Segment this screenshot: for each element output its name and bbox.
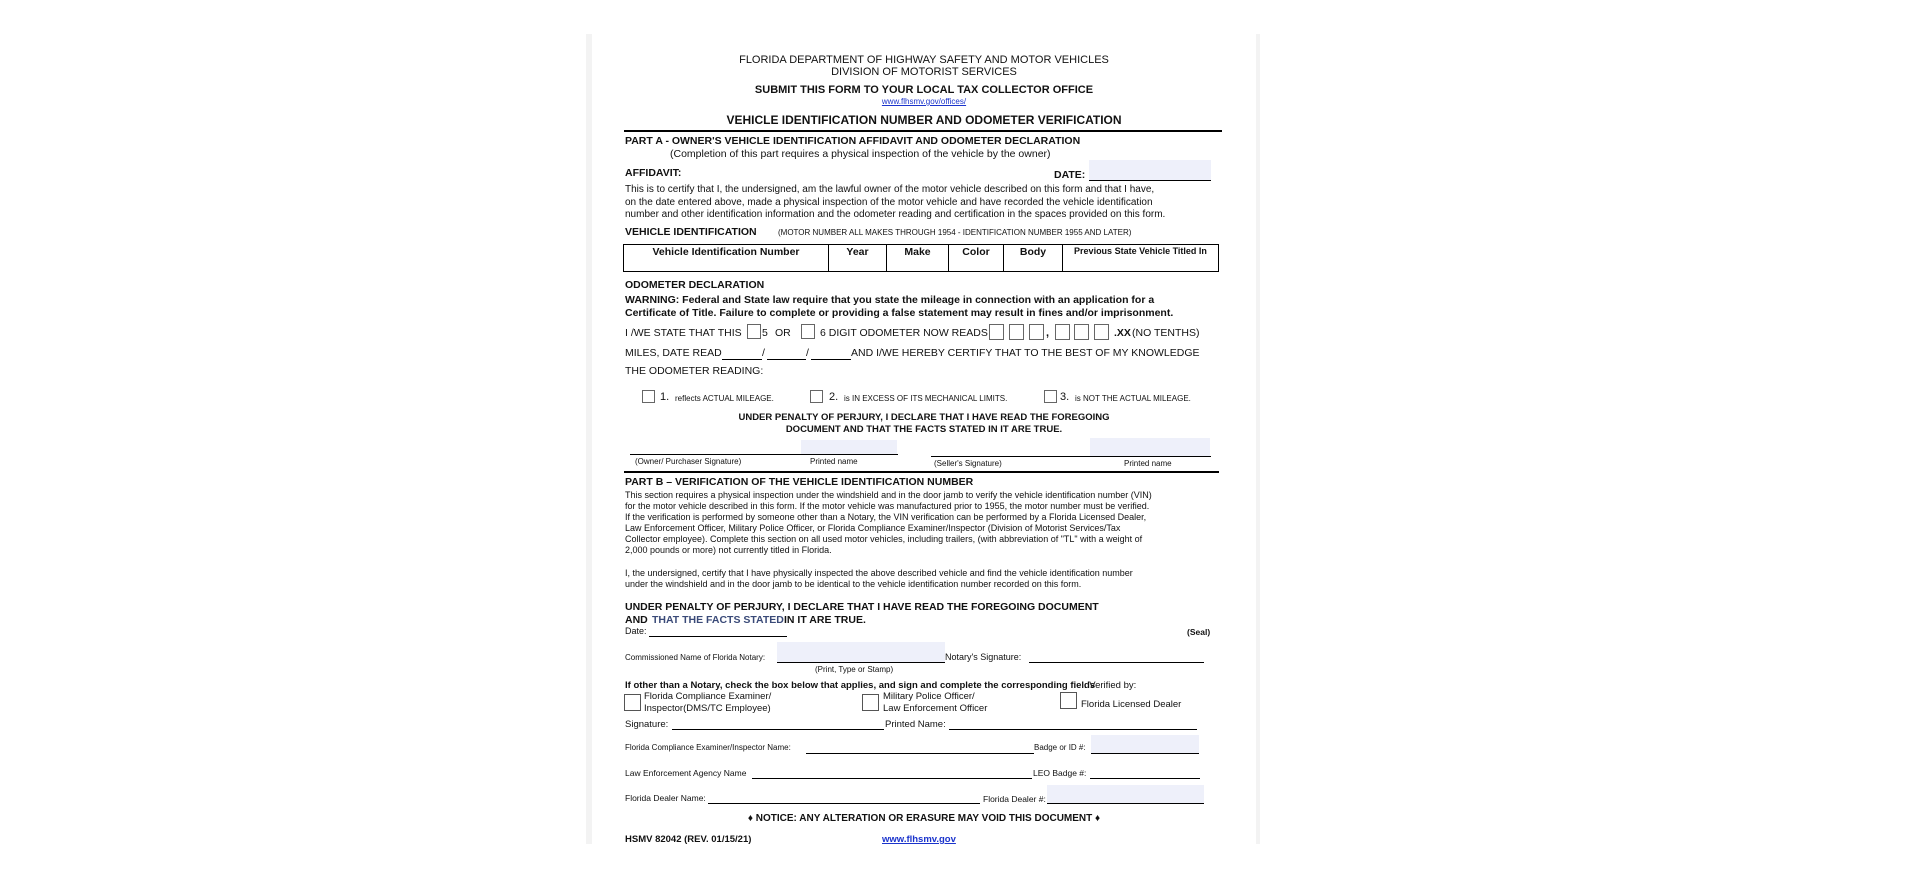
affidavit-text-2: on the date entered above, made a physical inspection of the motor vehicle and have recorded the vehicle identification xyxy=(625,196,1153,208)
date-slash-1: / xyxy=(762,347,765,359)
tenths-xx: .XX xyxy=(1114,327,1131,339)
owner-printed-label: Printed name xyxy=(810,457,858,466)
vin-header: Vehicle Identification Number xyxy=(652,246,800,258)
part-b-para2-1: I, the undersigned, certify that I have physically inspected the above described vehicle and find the vehicle identification number xyxy=(625,568,1133,578)
odometer-comma: , xyxy=(1046,327,1050,339)
no-tenths: (NO TENTHS) xyxy=(1132,327,1200,339)
prev-state-header: Previous State Vehicle Titled In xyxy=(1074,246,1207,256)
form-number: HSMV 82042 (REV. 01/15/21) xyxy=(625,834,752,844)
six-digit-label: 6 DIGIT ODOMETER NOW READS xyxy=(820,327,988,339)
other-than-notary: If other than a Notary, check the box below that applies, and sign and complete the corresponding fields xyxy=(625,680,1096,691)
warning-line-2: Certificate of Title. Failure to complete or providing a false statement may result in fines and/or imprisonment. xyxy=(625,307,1174,319)
prev-state-cell[interactable] xyxy=(1063,245,1219,272)
badge-id-field[interactable] xyxy=(1091,735,1199,753)
examiner-label-1: Florida Compliance Examiner/ xyxy=(644,691,772,702)
dealer-name-field[interactable] xyxy=(708,803,980,804)
affidavit-text-1: This is to certify that I, the undersigned, am the lawful owner of the motor vehicle described on this form and that I have, xyxy=(625,184,1155,195)
military-label-2: Law Enforcement Officer xyxy=(883,703,988,714)
odometer-digit-1[interactable] xyxy=(989,324,1004,340)
option-2-text: is IN EXCESS OF ITS MECHANICAL LIMITS. xyxy=(844,394,1008,403)
year-header: Year xyxy=(846,246,869,258)
dealer-label: Florida Licensed Dealer xyxy=(1081,699,1182,710)
option-2-num: 2. xyxy=(829,391,839,403)
examiner-label-2: Inspector(DMS/TC Employee) xyxy=(644,703,771,714)
military-police-checkbox[interactable] xyxy=(862,694,879,711)
date-slash-2: / xyxy=(806,347,809,359)
vehicle-id-note: (MOTOR NUMBER ALL MAKES THROUGH 1954 - IDENTIFICATION NUMBER 1955 AND LATER) xyxy=(778,228,1132,237)
dealer-number-label: Florida Dealer #: xyxy=(983,794,1046,804)
title-rule xyxy=(624,130,1222,132)
date-month-field[interactable] xyxy=(722,359,762,360)
dealer-number-field[interactable] xyxy=(1047,785,1204,803)
option-1-text: reflects ACTUAL MILEAGE. xyxy=(675,394,774,403)
notary-signature-label: Notary's Signature: xyxy=(945,652,1022,662)
state-prefix: I /WE STATE THAT THIS xyxy=(625,327,742,339)
perjury-b-line-1: UNDER PENALTY OF PERJURY, I DECLARE THAT I HAVE READ THE FOREGOING DOCUMENT xyxy=(625,601,1099,613)
part-b-heading: PART B – VERIFICATION OF THE VEHICLE IDENTIFICATION NUMBER xyxy=(625,476,974,488)
vin-cell[interactable] xyxy=(624,245,829,272)
part-a-heading: PART A - OWNER'S VEHICLE IDENTIFICATION AFFIDAVIT AND ODOMETER DECLARATION xyxy=(625,135,1081,147)
owner-signature-line[interactable] xyxy=(630,454,898,455)
part-b-para1-3: If the verification is performed by someone other than a Notary, the VIN verification can be performed by a Florida Licensed Dealer, xyxy=(625,512,1147,522)
perjury-a-line-1: UNDER PENALTY OF PERJURY, I DECLARE THAT I HAVE READ THE FOREGOING xyxy=(738,412,1110,423)
warning-line-1: WARNING: Federal and State law require that you state the mileage in connection with an application for a xyxy=(625,294,1155,306)
agency-name: FLORIDA DEPARTMENT OF HIGHWAY SAFETY AND MOTOR VEHICLES xyxy=(739,54,1109,66)
dealer-name-label: Florida Dealer Name: xyxy=(625,793,706,803)
badge-id-label: Badge or ID #: xyxy=(1034,743,1086,752)
date-year-field[interactable] xyxy=(811,359,851,360)
option-3-num: 3. xyxy=(1060,391,1070,403)
vehicle-id-label: VEHICLE IDENTIFICATION xyxy=(625,226,757,238)
odometer-digit-3[interactable] xyxy=(1029,324,1044,340)
affidavit-label: AFFIDAVIT: xyxy=(625,167,682,179)
perjury-b-and: AND xyxy=(625,614,648,626)
military-label-1: Military Police Officer/ xyxy=(883,691,975,702)
seller-signature-line[interactable] xyxy=(931,456,1211,457)
printed-name-label: Printed Name: xyxy=(885,719,946,730)
date-day-field[interactable] xyxy=(767,359,806,360)
perjury-b-true: IN IT ARE TRUE. xyxy=(784,614,866,626)
six-digit-checkbox[interactable] xyxy=(801,324,815,339)
print-type-note: (Print, Type or Stamp) xyxy=(815,665,894,674)
date-underline xyxy=(1089,180,1211,181)
notary-date-label: Date: xyxy=(625,626,647,636)
option-2-checkbox[interactable] xyxy=(810,390,823,403)
examiner-name-field[interactable] xyxy=(806,753,1034,754)
odometer-digit-4[interactable] xyxy=(1055,324,1070,340)
miles-date-label: MILES, DATE READ xyxy=(625,347,722,359)
part-a-subheading: (Completion of this part requires a physical inspection of the vehicle by the owner) xyxy=(670,148,1051,160)
odometer-digit-5[interactable] xyxy=(1074,324,1089,340)
option-1-checkbox[interactable] xyxy=(642,390,655,403)
part-b-para1-6: 2,000 pounds or more) not currently titled in Florida. xyxy=(625,545,832,555)
part-b-para1-4: Law Enforcement Officer, Military Police Officer, or Florida Compliance Examiner/Inspector (Division of Motorist Services/Tax xyxy=(625,523,1121,533)
odometer-digit-6[interactable] xyxy=(1094,324,1109,340)
owner-signature-label: (Owner/ Purchaser Signature) xyxy=(635,457,742,466)
part-divider-rule xyxy=(624,471,1219,473)
part-b-para1-2: for the motor vehicle described in this form. If the motor vehicle was manufactured prior to 1955, the motor number must be verified. xyxy=(625,501,1150,511)
certify-text: AND I/WE HEREBY CERTIFY THAT TO THE BEST OF MY KNOWLEDGE xyxy=(851,347,1200,359)
option-3-text: is NOT THE ACTUAL MILEAGE. xyxy=(1075,394,1191,403)
offices-link[interactable]: www.flhsmv.gov/offices/ xyxy=(881,97,967,106)
notary-name-label: Commissioned Name of Florida Notary: xyxy=(625,653,766,662)
owner-printed-name-field[interactable] xyxy=(801,440,897,454)
part-b-para1-1: This section requires a physical inspection under the windshield and in the door jamb to verify the vehicle identification number (VIN) xyxy=(625,490,1152,500)
notary-name-field[interactable] xyxy=(777,642,945,662)
form-page xyxy=(592,34,1256,844)
badge-id-underline xyxy=(1091,753,1199,754)
dealer-number-underline xyxy=(1047,803,1204,804)
year-cell[interactable] xyxy=(829,245,887,272)
form-title: VEHICLE IDENTIFICATION NUMBER AND ODOMETER VERIFICATION xyxy=(726,113,1122,127)
color-cell[interactable] xyxy=(949,245,1004,272)
footer-link[interactable]: www.flhsmv.gov xyxy=(882,834,956,844)
division-name: DIVISION OF MOTORIST SERVICES xyxy=(831,66,1017,78)
affidavit-text-3: number and other identification information and the odometer reading and certification in the spaces provided on this form. xyxy=(625,209,1166,220)
examiner-name-label: Florida Compliance Examiner/Inspector Name: xyxy=(625,743,791,752)
odometer-digit-2[interactable] xyxy=(1009,324,1024,340)
submit-instruction: SUBMIT THIS FORM TO YOUR LOCAL TAX COLLECTOR OFFICE xyxy=(754,84,1094,96)
date-label: DATE: xyxy=(1054,169,1086,181)
make-cell[interactable] xyxy=(887,245,949,272)
option-3-checkbox[interactable] xyxy=(1044,390,1057,403)
dealer-checkbox[interactable] xyxy=(1060,692,1077,709)
vehicle-id-table xyxy=(623,244,1219,272)
body-header: Body xyxy=(1019,246,1047,258)
examiner-checkbox[interactable] xyxy=(624,694,641,711)
odometer-heading: ODOMETER DECLARATION xyxy=(625,279,765,291)
affidavit-date-field[interactable] xyxy=(1089,160,1211,180)
signature-label: Signature: xyxy=(625,719,669,730)
seal-label: (Seal) xyxy=(1187,627,1211,637)
seller-printed-name-field[interactable] xyxy=(1090,438,1210,456)
five-label: 5 xyxy=(762,327,768,339)
color-header: Color xyxy=(962,246,990,258)
notice-text: ♦ NOTICE: ANY ALTERATION OR ERASURE MAY VOID THIS DOCUMENT ♦ xyxy=(747,813,1101,824)
notary-name-underline xyxy=(777,662,945,663)
seller-signature-label: (Seller's Signature) xyxy=(934,459,1002,468)
body-cell[interactable] xyxy=(1004,245,1063,272)
notary-date-field[interactable] xyxy=(649,636,787,637)
agency-name-field[interactable] xyxy=(752,778,1032,779)
option-1-num: 1. xyxy=(660,391,670,403)
notary-signature-field[interactable] xyxy=(1029,662,1204,663)
part-b-para2-2: under the windshield and in the door jamb to be identical to the vehicle identification number recorded on this form. xyxy=(625,579,1082,589)
odometer-reading-label: THE ODOMETER READING: xyxy=(625,365,764,377)
part-b-para1-5: Collector employee). Complete this section on all used motor vehicles, including trailers, (with abbreviation of "TL" with a weight of xyxy=(625,534,1143,544)
seller-printed-label: Printed name xyxy=(1124,459,1172,468)
agency-name-label: Law Enforcement Agency Name xyxy=(625,768,747,778)
perjury-a-line-2: DOCUMENT AND THAT THE FACTS STATED IN IT ARE TRUE. xyxy=(785,424,1063,435)
leo-badge-label: LEO Badge #: xyxy=(1033,768,1087,778)
signature-field[interactable] xyxy=(672,729,884,730)
or-label: OR xyxy=(775,327,791,339)
leo-badge-field[interactable] xyxy=(1090,778,1200,779)
perjury-b-facts: THAT THE FACTS STATED xyxy=(652,614,784,626)
verified-by: . Verified by: xyxy=(1084,680,1137,691)
make-header: Make xyxy=(904,246,931,258)
five-digit-checkbox[interactable] xyxy=(747,324,761,339)
printed-name-field[interactable] xyxy=(949,729,1197,730)
